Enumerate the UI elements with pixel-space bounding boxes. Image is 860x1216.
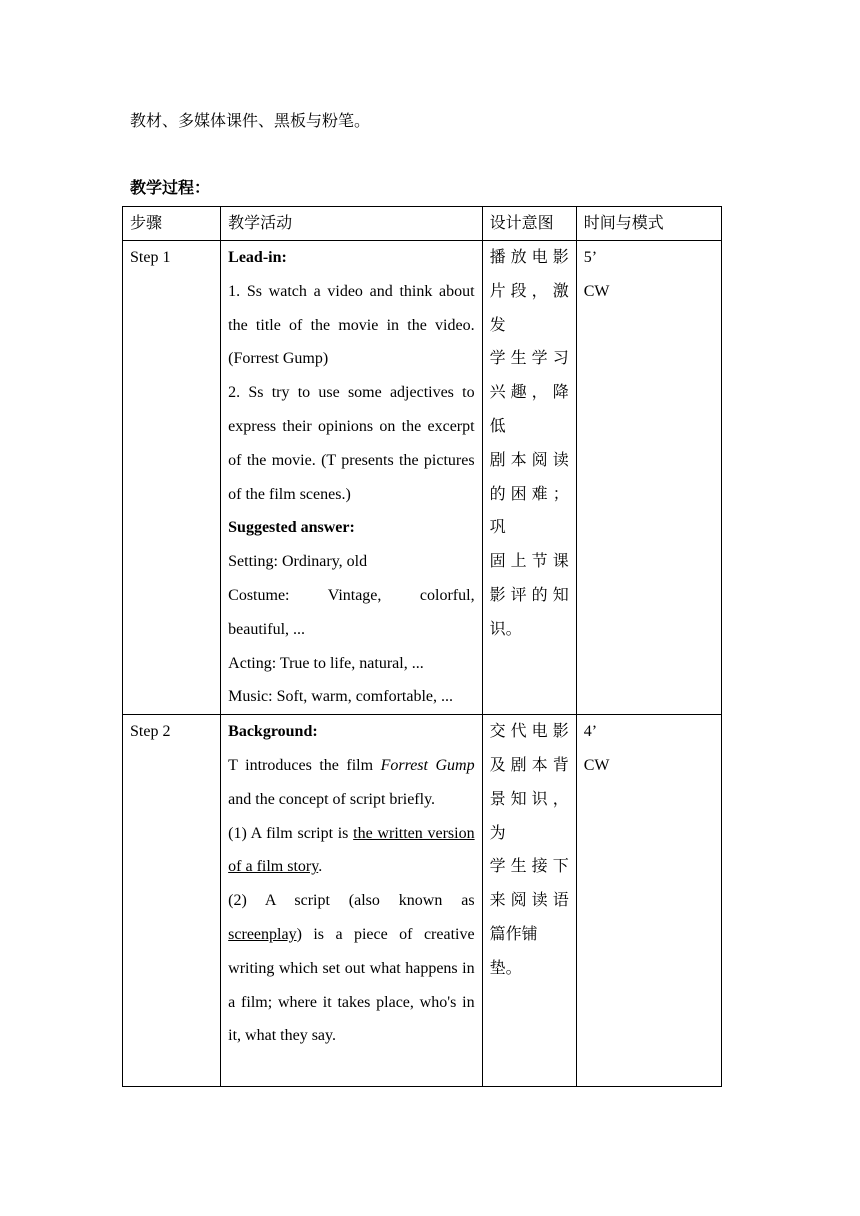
step1-intent-line: 播放电影 <box>489 249 569 266</box>
step1-intent-line: 片段，激发 <box>489 282 569 334</box>
header-intent: 设计意图 <box>482 207 576 241</box>
step1-item2: 2. Ss try to use some adjectives to express their opinions on the excerpt of the movie. (T presents the pictures of the film scenes.) <box>228 384 475 503</box>
lesson-plan-table <box>122 206 722 1087</box>
step2-intro-film-title: Forrest Gump <box>380 756 475 774</box>
step2-intent-line: 景知识，为 <box>489 790 569 842</box>
step1-label-cell <box>123 241 221 715</box>
step2-mode: CW <box>583 756 610 774</box>
step1-intent-line: 剧本阅读 <box>489 451 569 469</box>
step1-setting: Setting: Ordinary, old <box>228 553 368 571</box>
step1-intent-line: 识。 <box>489 620 522 638</box>
step2-intent-line: 交代电影 <box>489 723 569 741</box>
step1-intent-cell <box>482 241 576 715</box>
step2-activity-cell <box>221 715 482 1087</box>
step1-intent-line: 影评的知 <box>489 586 569 604</box>
table-row-step1 <box>123 241 722 715</box>
step1-costume-line1: Costume: Vintage, colorful, <box>228 586 475 604</box>
step2-intro <box>228 749 474 817</box>
step2-intro-a: T introduces the film <box>228 756 381 774</box>
step1-mode: CW <box>583 282 610 300</box>
step2-label-cell <box>123 715 221 1087</box>
step2-point1-underlined: the written version of a film story <box>228 824 475 876</box>
step1-costume-line2: beautiful, ... <box>228 620 306 638</box>
step1-activity-cell <box>221 241 482 715</box>
step1-intent-line: 的困难；巩 <box>489 485 569 537</box>
step2-intent-line: 学生接下 <box>489 858 569 876</box>
step2-intent-line: 来阅读语 <box>489 892 569 910</box>
step2-point2-underlined: screenplay <box>228 925 297 943</box>
step2-point1-b: . <box>318 858 323 876</box>
step2-label: Step 2 <box>130 723 171 741</box>
step2-intent-cell <box>482 715 576 1087</box>
step2-intent-line: 篇作铺垫。 <box>489 925 538 977</box>
step1-intent-line: 学生学习 <box>489 350 569 368</box>
step2-point2 <box>228 884 474 1053</box>
step1-acting: Acting: True to life, natural, ... <box>228 654 424 672</box>
header-activity: 教学活动 <box>221 207 482 241</box>
step2-heading: Background: <box>228 723 318 741</box>
step1-heading: Lead-in: <box>228 249 287 266</box>
step1-time: 5’ <box>583 249 598 266</box>
header-step: 步骤 <box>123 207 221 241</box>
step2-point1-a: (1) A film script is <box>228 824 354 842</box>
table-row-step2 <box>123 715 722 1087</box>
step1-item1: 1. Ss watch a video and think about the title of the movie in the video. (Forrest Gump) <box>228 282 475 368</box>
step1-intent-line: 兴趣，降低 <box>489 384 569 435</box>
table-header-row <box>123 207 722 241</box>
step1-time-cell <box>576 241 721 715</box>
step1-suggested-heading: Suggested answer: <box>228 519 355 537</box>
step1-intent-line: 固上节课 <box>489 553 569 571</box>
step2-time: 4’ <box>583 723 598 741</box>
step2-time-cell <box>576 715 721 1087</box>
step2-point2-b: ) is a piece of creative writing which set out what happens in a film; where it takes place, who's in it, what they say. <box>228 925 475 1045</box>
step2-intent-line: 及剧本背 <box>489 756 569 774</box>
header-time-mode: 时间与模式 <box>576 207 721 241</box>
teaching-materials-text: 教材、多媒体课件、黑板与粉笔。 <box>130 113 371 130</box>
step1-music: Music: Soft, warm, comfortable, ... <box>228 688 453 706</box>
teaching-process-heading: 教学过程： <box>130 180 211 197</box>
step2-point2-a: (2) A script (also known as <box>228 892 475 910</box>
step1-label: Step 1 <box>130 249 171 266</box>
step2-intro-b: and the concept of script briefly. <box>228 790 436 808</box>
step2-point1 <box>228 817 474 885</box>
